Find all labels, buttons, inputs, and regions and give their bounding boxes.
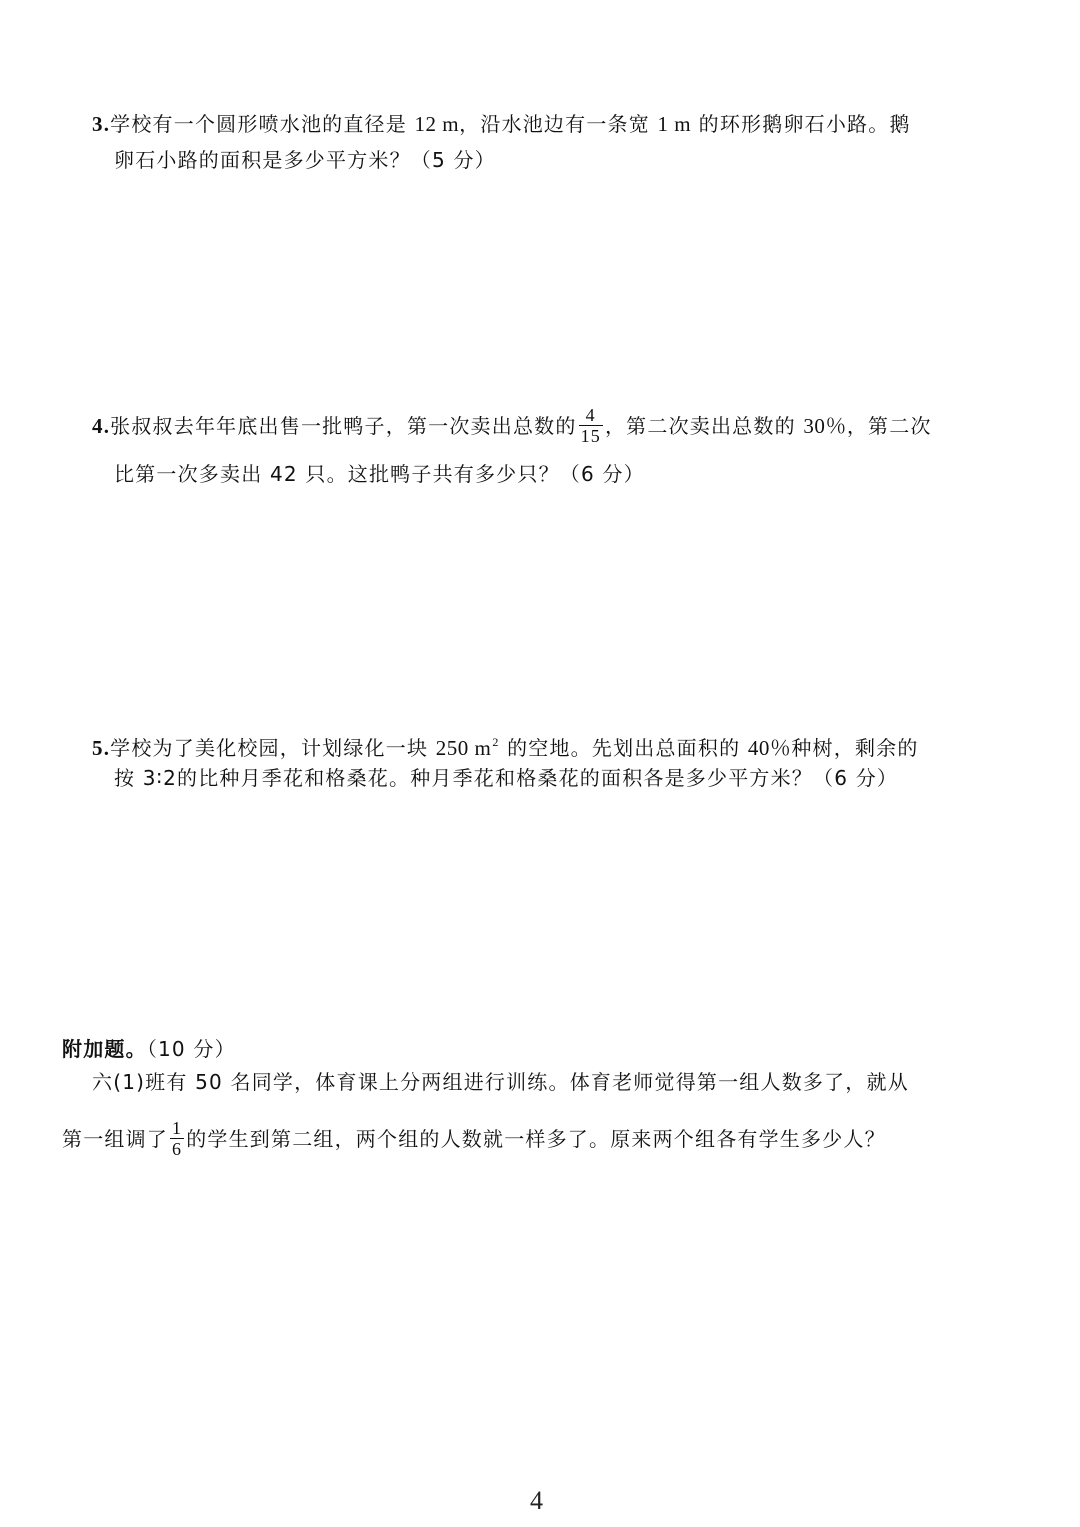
q4-fraction-numerator: 4 bbox=[585, 405, 596, 425]
q4-line1 bbox=[92, 407, 932, 448]
bonus-fraction bbox=[170, 1118, 184, 1159]
q3-width: 1 m bbox=[657, 112, 692, 136]
q4-text-b: ，第二次卖出总数的 bbox=[604, 414, 796, 438]
q3-text-b: ，沿水池边有一条宽 bbox=[459, 112, 650, 136]
q4-text-a: 张叔叔去年年底出售一批鸭子，第一次卖出总数的 bbox=[110, 414, 577, 438]
bonus-title-line bbox=[62, 1035, 236, 1063]
q3-number: 3. bbox=[92, 112, 111, 136]
bonus-line1 bbox=[92, 1068, 909, 1096]
q5-text-b: 的空地。先划出总面积的 bbox=[507, 736, 741, 760]
q4-number: 4. bbox=[92, 414, 111, 438]
q4-text-line2: 比第一次多卖出 42 只。这批鸭子共有多少只？（6 分） bbox=[114, 462, 645, 486]
bonus-title: 附加题。 bbox=[62, 1037, 147, 1061]
q5-text-c: 种树，剩余的 bbox=[791, 736, 919, 760]
bonus-text-a: 第一组调了 bbox=[62, 1127, 168, 1151]
q3-text-line2: 卵石小路的面积是多少平方米？（5 分） bbox=[114, 148, 496, 172]
q3-text-a: 学校有一个圆形喷水池的直径是 bbox=[110, 112, 407, 136]
q4-line2 bbox=[114, 460, 645, 488]
q3-diameter: 12 m bbox=[414, 112, 460, 136]
bonus-line2 bbox=[62, 1120, 886, 1161]
q5-text-line2: 按 3∶2的比种月季花和格桑花。种月季花和格桑花的面积各是多少平方米？（6 分） bbox=[114, 766, 899, 790]
page-number: 4 bbox=[530, 1486, 543, 1515]
q5-text-a: 学校为了美化校园，计划绿化一块 bbox=[110, 736, 429, 760]
bonus-fraction-denominator: 6 bbox=[172, 1139, 183, 1159]
q4-percent: 30％ bbox=[803, 414, 847, 438]
q5-area-superscript: 2 bbox=[492, 735, 500, 749]
q3-text-c: 的环形鹅卵石小路。鹅 bbox=[698, 112, 911, 136]
q4-fraction bbox=[579, 405, 603, 446]
q3-line1 bbox=[92, 110, 911, 138]
bonus-fraction-numerator: 1 bbox=[172, 1118, 183, 1138]
bonus-text-line1: 六(1)班有 50 名同学，体育课上分两组进行训练。体育老师觉得第一组人数多了，就从 bbox=[92, 1070, 909, 1094]
q5-line1 bbox=[92, 728, 919, 762]
q4-text-c: ，第二次 bbox=[846, 414, 932, 438]
q5-line2 bbox=[114, 764, 898, 792]
bonus-score: （10 分） bbox=[146, 1037, 236, 1061]
q5-percent: 40％ bbox=[747, 736, 792, 760]
q5-number: 5. bbox=[92, 736, 111, 760]
q5-area: 250 m bbox=[435, 736, 492, 760]
q4-fraction-denominator: 15 bbox=[580, 426, 601, 446]
bonus-text-b: 的学生到第二组，两个组的人数就一样多了。原来两个组各有学生多少人？ bbox=[186, 1127, 886, 1151]
q3-line2 bbox=[114, 146, 496, 174]
